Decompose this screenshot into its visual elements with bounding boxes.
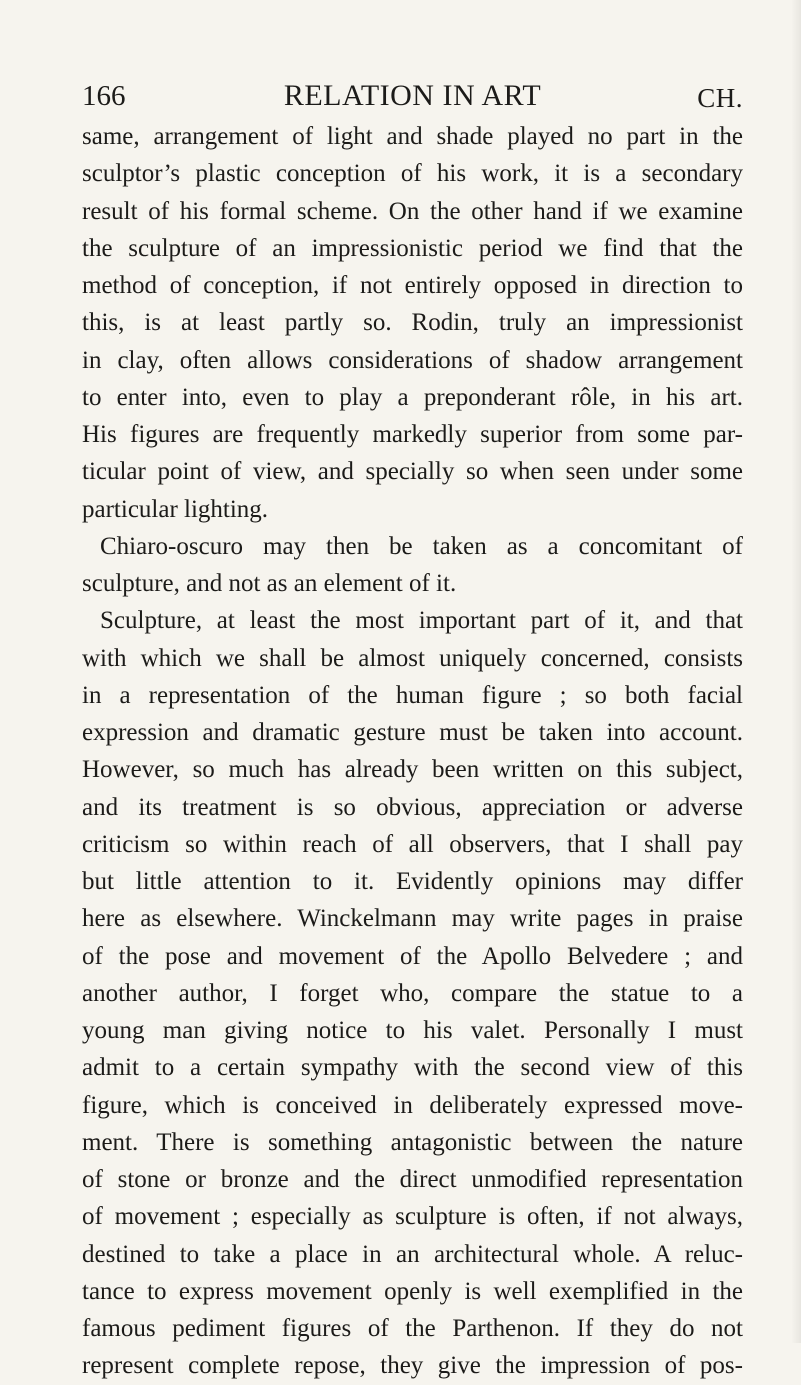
text-line: but little attention to it. Evidently opinions may differ [82, 868, 743, 895]
text-line: in a representation of the human figure ; so both facial [82, 681, 743, 709]
text-line: sculpture, and not as an element of it. [82, 570, 457, 597]
text-line: sculptor’s plastic conception of his work, it is a secondary [82, 160, 743, 188]
text-line: of movement ; especially as sculpture is often, if not always, [82, 1203, 743, 1231]
chapter-abbreviation: CH. [697, 83, 743, 113]
text-line: However, so much has already been written on this subject, [82, 756, 743, 784]
text-line: famous pediment figures of the Parthenon. If they do not [82, 1315, 743, 1342]
text-line: expression and dramatic gesture must be taken into account. [82, 719, 743, 746]
text-line: ment. There is something antagonistic between the nature [82, 1128, 743, 1156]
text-line: to enter into, even to play a preponderant rôle, in his art. [82, 383, 743, 411]
text-line: figure, which is conceived in deliberately expressed move- [82, 1091, 743, 1119]
page-edge-shadow [791, 0, 801, 1343]
text-line: His figures are frequently markedly superior from some par- [82, 421, 743, 448]
text-line: same, arrangement of light and shade played no part in the [82, 123, 743, 150]
text-line: represent complete repose, they give the impression of pos- [82, 1352, 743, 1380]
text-line: tance to express movement openly is well exemplified in the [82, 1277, 743, 1305]
text-line: admit to a certain sympathy with the second view of this [82, 1054, 743, 1082]
text-line: destined to take a place in an architectural whole. A reluc- [82, 1240, 743, 1268]
text-line: of the pose and movement of the Apollo Belvedere ; and [82, 942, 743, 970]
text-line: another author, I forget who, compare the statue to a [82, 979, 743, 1007]
text-line: criticism so within reach of all observers, that I shall pay [82, 830, 743, 858]
text-line: ticular point of view, and specially so when seen under some [82, 458, 743, 486]
text-line: young man giving notice to his valet. Personally I must [82, 1017, 743, 1044]
page-header [82, 76, 743, 116]
running-title: RELATION IN ART [283, 79, 542, 112]
text-line: of stone or bronze and the direct unmodified representation [82, 1166, 743, 1193]
text-line: result of his formal scheme. On the other hand if we examine [82, 197, 743, 225]
page-number: 166 [82, 80, 126, 112]
text-line: the sculpture of an impressionistic period we find that the [82, 234, 743, 262]
body-text [82, 118, 743, 1385]
text-line: this, is at least partly so. Rodin, truly an impressionist [82, 309, 743, 337]
text-line: Chiaro-oscuro may then be taken as a concomitant of [100, 532, 743, 560]
text-line: in clay, often allows considerations of shadow arrangement [82, 346, 743, 374]
text-line: particular lighting. [82, 495, 269, 523]
text-line: here as elsewhere. Winckelmann may write pages in praise [82, 905, 743, 933]
text-line: Sculpture, at least the most important part of it, and that [100, 607, 743, 635]
text-line: and its treatment is so obvious, appreciation or adverse [82, 793, 743, 821]
text-line: method of conception, if not entirely opposed in direction to [82, 272, 743, 299]
text-line: with which we shall be almost uniquely concerned, consists [82, 644, 743, 672]
